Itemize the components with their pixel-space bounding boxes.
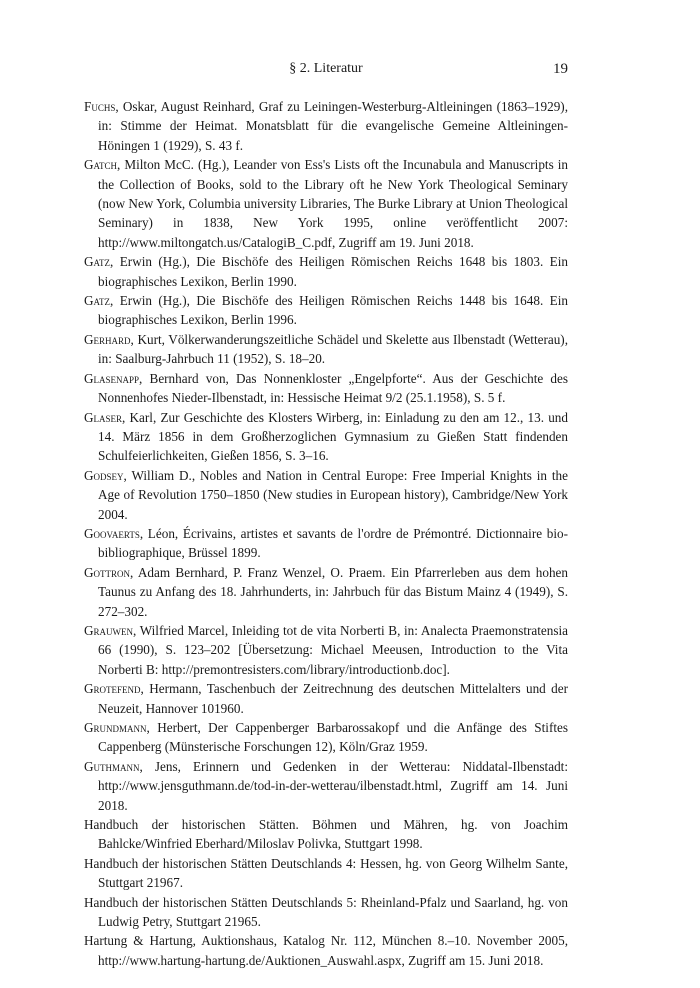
entry-author: Gottron [84, 564, 131, 580]
bibliography-entry [84, 466, 568, 524]
bibliography-entry [84, 524, 568, 563]
bibliography-entry [84, 679, 568, 718]
entry-text: , Léon, Écrivains, artistes et savants de l'ordre de Prémontré. Dictionnaire bio-bibliographique, Brüssel 1899. [98, 525, 568, 561]
entry-author: Goovaerts [84, 525, 140, 541]
bibliography-list [84, 97, 568, 970]
bibliography-entry [84, 893, 568, 932]
entry-author: Grauwen [84, 622, 134, 638]
entry-author: Grotefend [84, 681, 141, 697]
bibliography-entry [84, 252, 568, 291]
entry-text: , Hermann, Taschenbuch der Zeitrechnung des deutschen Mittelalters und der Neuzeit, Hannover 101960. [98, 681, 568, 716]
entry-author: Gatch [84, 157, 118, 173]
entry-author: Glasenapp [84, 370, 140, 386]
entry-text: Handbuch der historischen Stätten Deutschlands 4: Hessen, hg. von Georg Wilhelm Sante, Stuttgart 21967. [84, 855, 568, 891]
bibliography-entry [84, 408, 568, 466]
bibliography-entry [84, 291, 568, 330]
entry-author: Gatz [84, 254, 111, 270]
entry-text: , Milton McC. (Hg.), Leander von Ess's Lists oft the Incunabula and Manuscripts in the Collection of Books, sold to the Library oft he New York Theological Seminary (now New York, Columbia university Libraries, The Burke Library at Union Theological Seminary) in 1838, New York 1995, online veröffentlicht 2007: http://www.miltongatch.us/CatalogiB_C.pdf, Zugriff am 19. Juni 2018. [98, 157, 568, 250]
bibliography-entry [84, 718, 568, 757]
bibliography-entry [84, 97, 568, 155]
entry-author: Godsey [84, 467, 124, 483]
entry-author: Gerhard [84, 331, 131, 347]
bibliography-entry [84, 155, 568, 252]
entry-text: , Jens, Erinnern und Gedenken in der Wetterau: Niddatal-Ilbenstadt: http://www.jensguthmann.de/tod-in-der-wetterau/ilbenstadt.html, Zugriff am 14. Juni 2018. [98, 758, 568, 813]
entry-author: Gatz [84, 293, 111, 309]
entry-text: , Erwin (Hg.), Die Bischöfe des Heiligen Römischen Reichs 1648 bis 1803. Ein biographisches Lexikon, Berlin 1990. [98, 254, 568, 289]
entry-author: Grundmann [84, 720, 147, 735]
entry-author: Glaser [84, 409, 123, 425]
entry-text: , Bernhard von, Das Nonnenkloster „Engelpforte“. Aus der Geschichte des Nonnenhofes Nieder-Ilbenstadt, in: Hessische Heimat 9/2 (25.1.1958), S. 5 f. [98, 370, 568, 406]
entry-author: Guthmann [84, 758, 140, 774]
bibliography-entry [84, 621, 568, 679]
bibliography-entry [84, 815, 568, 854]
entry-text: , Erwin (Hg.), Die Bischöfe des Heiligen Römischen Reichs 1448 bis 1648. Ein biographisches Lexikon, Berlin 1996. [98, 293, 568, 328]
entry-text: , Oskar, August Reinhard, Graf zu Leiningen-Westerburg-Altleiningen (1863–1929), in: Stimme der Heimat. Monatsblatt für die evangelische Gemeine Altleiningen-Höningen 1 (1929), S. 43 f. [98, 99, 568, 153]
page-number: 19 [553, 61, 568, 77]
entry-text: , Kurt, Völkerwanderungszeitliche Schädel und Skelette aus Ilbenstadt (Wetterau), in: Saalburg-Jahrbuch 11 (1952), S. 18–20. [98, 331, 568, 367]
bibliography-entry [84, 757, 568, 815]
bibliography-entry [84, 369, 568, 408]
entry-text: Hartung & Hartung, Auktionshaus, Katalog Nr. 112, München 8.–10. November 2005, http://www.hartung-hartung.de/Auktionen_Auswahl.aspx, Zugriff am 15. Juni 2018. [84, 933, 568, 968]
bibliography-entry [84, 330, 568, 369]
entry-text: , Adam Bernhard, P. Franz Wenzel, O. Praem. Ein Pfarrerleben aus dem hohen Taunus zu Anfang des 18. Jahrhunderts, in: Jahrbuch für das Bistum Mainz 4 (1949), S. 272–302. [98, 564, 568, 619]
entry-text: Handbuch der historischen Stätten Deutschlands 5: Rheinland-Pfalz und Saarland, hg. von Ludwig Petry, Stuttgart 21965. [84, 894, 568, 930]
section-title: § 2. Literatur [289, 61, 363, 76]
entry-text: , Herbert, Der Cappenberger Barbarossakopf und die Anfänge des Stiftes Cappenberg (Münsterische Forschungen 12), Köln/Graz 1959. [98, 720, 568, 755]
entry-text: Handbuch der historischen Stätten. Böhmen und Mähren, hg. von Joachim Bahlcke/Winfried Eberhard/Miloslav Polivka, Stuttgart 1998. [84, 817, 568, 852]
bibliography-entry [84, 931, 568, 970]
bibliography-entry [84, 854, 568, 893]
entry-text: , Karl, Zur Geschichte des Klosters Wirberg, in: Einladung zu den am 12., 13. und 14. März 1856 in dem Großherzoglichen Gymnasium zu Gießen Statt findenden Schulfeierlichkeiten, Gießen 1856, S. 3–16. [98, 409, 568, 464]
bibliography-entry [84, 563, 568, 621]
running-head [84, 61, 568, 81]
entry-text: , William D., Nobles and Nation in Central Europe: Free Imperial Knights in the Age of Revolution 1750–1850 (New studies in European history), Cambridge/New York 2004. [98, 467, 568, 522]
entry-text: , Wilfried Marcel, Inleiding tot de vita Norberti B, in: Analecta Praemonstratensia 66 (1990), S. 123–202 [Übersetzung: Michael Meeusen, Introduction to the Vita Norberti B: http://premontresisters.com/library/introductionb.doc]. [98, 622, 568, 677]
entry-author: Fuchs [84, 99, 116, 114]
